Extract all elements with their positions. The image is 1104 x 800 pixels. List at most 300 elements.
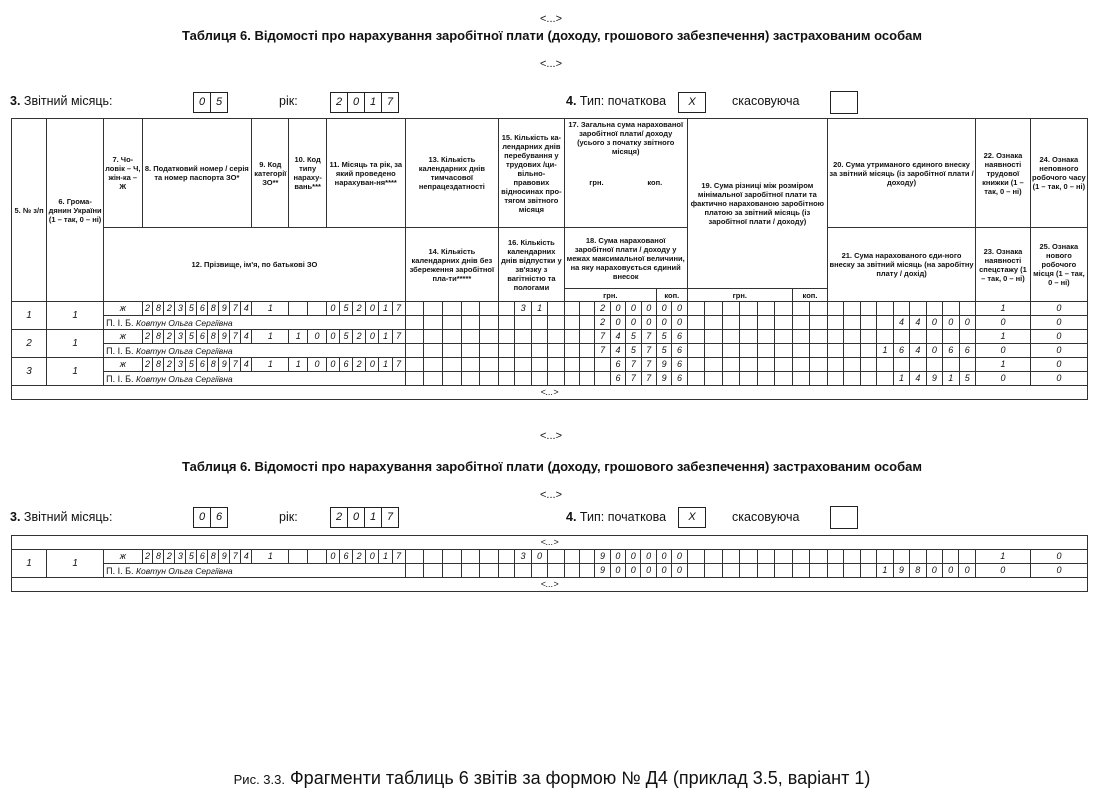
header-c9: 9. Код категорії ЗО** [252,119,289,228]
new-workplace-flag: 0 [1030,344,1087,358]
tax-number-digit: 6 [197,550,208,564]
digit-cell: 0 [193,507,210,528]
tax-number-digit: 4 [241,302,252,316]
accrued-contribution-digit [877,372,893,386]
work-book-flag: 1 [976,330,1031,344]
type-label-2: 4. Тип: початкова [566,510,667,524]
month-field-1 [193,92,228,113]
header-c14: 14. Кількість календарних днів без збереження заробітної пла-ти***** [405,228,498,302]
maternity-days-cell [498,316,514,330]
withheld-contribution-cell [926,358,942,372]
tax-number-digit: 9 [219,358,230,372]
capped-accrued-digit [580,316,595,330]
sick-days-cell [424,302,443,316]
min-wage-diff-cell [775,550,793,564]
min-wage-diff-cell [740,344,758,358]
digit-cell: 2 [330,507,347,528]
min-wage-diff-cell [705,344,723,358]
min-wage-diff-cell [722,330,740,344]
withheld-contribution-cell [844,358,860,372]
min-wage-diff-cell [705,550,723,564]
employment-days-digit [531,358,547,372]
withheld-contribution-cell [828,302,844,316]
header-c7: 7. Чо-ловік – Ч, жін-ка – Ж [104,119,142,228]
min-wage-diff-cell [810,564,828,578]
min-wage-diff-cell [722,372,740,386]
tax-number-digit: 8 [153,550,164,564]
part-time-flag: 0 [1030,550,1088,564]
citizen-flag: 1 [47,330,104,358]
accrued-contribution-digit: 4 [893,316,909,330]
capped-accrued-digit: 5 [626,344,641,358]
employment-days-cell [498,358,514,372]
withheld-contribution-cell [943,358,959,372]
new-workplace-flag: 0 [1030,372,1087,386]
full-name-cell [104,344,406,358]
total-accrued-digit [564,550,579,564]
month-year-digit: 5 [339,330,352,344]
withheld-contribution-cell [943,302,959,316]
min-wage-diff-cell [810,344,828,358]
accrual-type-digit: 0 [308,330,327,344]
month-year-digit: 2 [353,358,366,372]
unpaid-days-cell [443,372,462,386]
cancel-label-2: скасовуюча [732,510,800,524]
maternity-days-cell [531,344,547,358]
person-name: Ковтун Ольга Сергіївна [136,565,233,576]
accrued-contribution-digit: 0 [959,564,975,578]
header-c6: 6. Грома-дянин України (1 – так, 0 – ні) [47,119,104,302]
header-c19-kop: коп. [792,289,827,302]
withheld-contribution-cell [827,550,843,564]
accrual-type-digit [308,550,327,564]
withheld-contribution-cell [959,550,975,564]
employment-days-cell [548,330,564,344]
unpaid-days-cell [461,316,480,330]
employment-days-cell [498,550,514,564]
min-wage-diff-cell [740,550,758,564]
tax-number-digit: 8 [208,358,219,372]
sick-days-cell [443,302,462,316]
withheld-contribution-cell [828,330,844,344]
employment-days-digit: 3 [515,302,531,316]
accrued-contribution-digit [844,372,860,386]
sick-days-cell [405,330,424,344]
tax-number-digit: 7 [230,358,241,372]
sick-days-cell [405,358,424,372]
tax-number-digit: 2 [164,302,175,316]
min-wage-diff-cell [687,316,705,330]
employment-days-digit [515,358,531,372]
month-year-digit: 2 [353,550,366,564]
accrued-contribution-digit: 1 [877,564,893,578]
header-c21: 21. Сума нарахованого єди-ного внеску за звітний місяць (на заробітну плату / дохід) [828,228,976,302]
min-wage-diff-cell [757,372,775,386]
sick-days-cell [424,550,443,564]
withheld-contribution-cell [926,302,942,316]
withheld-contribution-cell [828,358,844,372]
new-workplace-flag: 0 [1030,316,1087,330]
ellipsis-1: <...> [539,58,563,70]
total-accrued-digit: 7 [641,358,656,372]
category-code: 1 [252,302,289,316]
month-year-digit: 6 [339,550,352,564]
min-wage-diff-cell [740,330,758,344]
tax-number-digit: 8 [208,330,219,344]
maternity-days-cell [548,564,564,578]
type-cancel-box-2 [830,506,858,529]
min-wage-diff-cell [705,358,723,372]
accrued-contribution-digit [844,564,860,578]
total-accrued-digit: 9 [595,550,610,564]
withheld-contribution-cell [893,302,909,316]
month-year-digit: 0 [366,358,379,372]
special-service-flag: 0 [976,372,1031,386]
capped-accrued-digit: 0 [656,316,671,330]
min-wage-diff-cell [775,564,793,578]
capped-accrued-digit: 0 [641,564,656,578]
min-wage-diff-cell [810,302,828,316]
min-wage-diff-cell [722,316,740,330]
employment-days-cell [498,302,514,316]
total-accrued-digit [580,302,595,316]
maternity-days-cell [515,344,531,358]
sick-days-cell [405,550,424,564]
tax-number-digit: 9 [219,330,230,344]
total-accrued-digit: 0 [656,302,671,316]
tax-number-digit: 2 [164,358,175,372]
digit-cell: 0 [193,92,210,113]
withheld-contribution-cell [877,330,893,344]
withheld-contribution-cell [860,330,876,344]
accrued-contribution-digit: 6 [943,344,959,358]
total-accrued-digit: 0 [610,302,625,316]
month-year-digit: 1 [379,330,392,344]
min-wage-diff-cell [757,344,775,358]
pib-label: П. І. Б. [106,373,137,384]
total-accrued-digit [564,330,579,344]
accrued-contribution-digit [860,372,876,386]
sick-days-cell [424,358,443,372]
row-number: 1 [12,550,47,578]
accrued-contribution-digit: 0 [926,344,942,358]
total-accrued-digit: 0 [641,302,656,316]
part-time-flag: 0 [1030,358,1087,372]
min-wage-diff-cell [757,302,775,316]
capped-accrued-digit [564,564,579,578]
employment-days-cell [548,358,564,372]
withheld-contribution-cell [893,358,909,372]
maternity-days-cell [548,372,564,386]
withheld-contribution-cell [877,358,893,372]
header-c5: 5. № з/п [12,119,47,302]
withheld-contribution-cell [910,358,926,372]
type-initial-box-2: Х [678,507,706,528]
header-c13: 13. Кількість календарних днів тимчасової непрацездатності [405,119,498,228]
accrued-contribution-digit: 0 [943,316,959,330]
header-c18: 18. Сума нарахованої заробітної плати / доходу у межах максимальної величини, на яку нараховується єдиний внесок [564,228,687,289]
capped-accrued-digit [564,316,579,330]
capped-accrued-digit: 0 [672,316,687,330]
withheld-contribution-cell [893,550,909,564]
min-wage-diff-cell [740,302,758,316]
row-number: 2 [12,330,47,358]
withheld-contribution-cell [877,550,893,564]
ellipsis-top: <...> [539,13,563,25]
digit-cell: 2 [330,92,347,113]
min-wage-diff-cell [775,316,793,330]
maternity-days-cell [548,316,564,330]
min-wage-diff-cell [810,372,828,386]
citizen-flag: 1 [47,302,104,330]
cancel-label-1: скасовуюча [732,94,800,108]
capped-accrued-digit: 9 [595,564,610,578]
table-row [12,550,1088,564]
tax-number-digit: 9 [219,550,230,564]
maternity-days-cell [498,372,514,386]
maternity-days-cell [515,372,531,386]
month-year-digit: 7 [392,330,405,344]
min-wage-diff-cell [792,358,810,372]
min-wage-diff-cell [740,316,758,330]
part-time-flag: 0 [1030,302,1087,316]
month-year-digit: 1 [379,358,392,372]
min-wage-diff-cell [792,550,810,564]
min-wage-diff-cell [687,344,705,358]
capped-accrued-digit: 7 [641,372,656,386]
unpaid-days-cell [443,344,462,358]
unpaid-days-cell [405,564,424,578]
digit-cell: 0 [347,92,364,113]
month-label-1: 3. Звітний місяць: [10,94,113,108]
tax-number-digit: 7 [230,302,241,316]
capped-accrued-digit: 6 [672,372,687,386]
total-accrued-digit: 6 [672,358,687,372]
citizen-flag: 1 [47,358,104,386]
new-workplace-flag: 0 [1030,564,1088,578]
capped-accrued-digit: 0 [626,564,641,578]
accrual-type-digit [289,302,308,316]
maternity-days-cell [531,316,547,330]
month-year-digit: 0 [366,302,379,316]
accrued-contribution-digit: 8 [910,564,926,578]
min-wage-diff-cell [722,550,740,564]
person-name: Ковтун Ольга Сергіївна [136,345,233,356]
unpaid-days-cell [442,564,461,578]
total-accrued-digit: 5 [656,330,671,344]
table-row [12,302,1088,316]
min-wage-diff-cell [705,564,723,578]
accrued-contribution-digit: 9 [893,564,909,578]
ellipsis-row [12,536,1088,550]
capped-accrued-digit: 6 [610,372,625,386]
min-wage-diff-cell [757,358,775,372]
tax-number-digit: 6 [197,330,208,344]
header-c20: 20. Сума утриманого єдиного внеску за звітний місяць (із заробітної плати / доходу) [828,119,976,228]
total-accrued-digit: 0 [610,550,625,564]
table-title-1: Таблиця 6. Відомості про нарахування заробітної плати (доходу, грошового забезпечення) застрахованим особам [182,28,922,43]
figure-caption: Рис. 3.3. Фрагменти таблиць 6 звітів за формою № Д4 (приклад 3.5, варіант 1) [233,768,871,788]
min-wage-diff-cell [722,564,740,578]
special-service-flag: 0 [976,344,1031,358]
withheld-contribution-cell [910,550,926,564]
unpaid-days-cell [405,372,424,386]
header-c10: 10. Код типу нараху-вань*** [289,119,326,228]
type-label-1: 4. Тип: початкова [566,94,667,108]
month-year-digit: 7 [392,550,405,564]
month-label-2: 3. Звітний місяць: [10,510,113,524]
sick-days-cell [461,358,480,372]
total-accrued-digit [580,330,595,344]
accrued-contribution-digit [860,316,876,330]
min-wage-diff-cell [775,330,793,344]
capped-accrued-digit: 0 [656,564,671,578]
withheld-contribution-cell [844,550,860,564]
full-name-cell [104,372,406,386]
pib-label: П. І. Б. [106,345,137,356]
withheld-contribution-cell [860,302,876,316]
min-wage-diff-cell [705,372,723,386]
min-wage-diff-cell [757,564,775,578]
table-title-2: Таблиця 6. Відомості про нарахування заробітної плати (доходу, грошового забезпечення) застрахованим особам [182,459,922,474]
tax-number-digit: 8 [208,302,219,316]
min-wage-diff-cell [740,372,758,386]
month-year-digit: 0 [326,302,339,316]
citizen-flag: 1 [47,550,104,578]
work-book-flag: 1 [976,302,1031,316]
tax-number-digit: 2 [164,330,175,344]
accrued-contribution-digit: 0 [959,316,976,330]
maternity-days-cell [515,316,531,330]
min-wage-diff-cell [775,344,793,358]
month-year-digit: 1 [379,550,392,564]
total-accrued-digit: 0 [672,302,687,316]
year-label-2: рік: [279,510,298,524]
capped-accrued-digit: 0 [626,316,641,330]
min-wage-diff-cell [687,372,705,386]
total-accrued-digit: 2 [595,302,610,316]
ellipsis-3: <...> [539,489,563,501]
type-cancel-box-1 [830,91,858,114]
tax-number-digit: 3 [175,550,186,564]
accrued-contribution-digit: 5 [959,372,976,386]
tax-number-digit: 7 [230,330,241,344]
tax-number-digit: 4 [241,550,252,564]
table-row [12,372,1088,386]
accrued-contribution-digit [827,564,843,578]
withheld-contribution-cell [926,550,942,564]
accrued-contribution-digit [828,372,844,386]
table-row [12,316,1088,330]
capped-accrued-digit: 0 [641,316,656,330]
withheld-contribution-cell [910,330,926,344]
capped-accrued-digit: 9 [656,372,671,386]
total-accrued-digit: 7 [626,358,641,372]
employment-days-digit [531,330,547,344]
header-c18-kop: коп. [656,289,687,302]
digit-cell: 7 [381,507,399,528]
total-accrued-digit: 0 [626,302,641,316]
min-wage-diff-cell [722,358,740,372]
withheld-contribution-cell [877,302,893,316]
unpaid-days-cell [424,344,443,358]
accrued-contribution-digit: 0 [926,316,942,330]
min-wage-diff-cell [687,358,705,372]
year-field-2 [330,507,399,528]
accrued-contribution-digit: 9 [926,372,942,386]
min-wage-diff-cell [757,330,775,344]
month-year-digit: 0 [326,330,339,344]
maternity-days-cell [498,564,514,578]
digit-cell: 5 [210,92,228,113]
header-c19-grn: грн. [687,289,792,302]
ellipsis-row [12,578,1088,592]
total-accrued-digit [580,550,595,564]
month-year-digit: 6 [339,358,352,372]
capped-accrued-digit: 7 [626,372,641,386]
accrued-contribution-digit [844,316,860,330]
special-service-flag: 0 [975,564,1030,578]
form-table-2 [11,535,1088,592]
month-year-digit: 2 [353,330,366,344]
min-wage-diff-cell [792,316,810,330]
person-name: Ковтун Ольга Сергіївна [136,373,233,384]
maternity-days-cell [531,564,547,578]
capped-accrued-digit: 5 [656,344,671,358]
capped-accrued-digit: 7 [595,344,610,358]
maternity-days-cell [531,372,547,386]
table-row [12,564,1088,578]
total-accrued-digit: 0 [672,550,687,564]
accrued-contribution-digit [860,344,876,358]
header-c25: 25. Ознака нового робочого місця (1 – так, 0 – ні) [1030,228,1087,302]
sick-days-cell [480,330,499,344]
special-service-flag: 0 [976,316,1031,330]
total-accrued-digit: 0 [626,550,641,564]
pib-label: П. І. Б. [106,317,137,328]
maternity-days-cell [515,564,531,578]
sex-cell: ж [104,550,142,564]
capped-accrued-digit: 0 [610,316,625,330]
unpaid-days-cell [424,316,443,330]
capped-accrued-digit: 6 [672,344,687,358]
header-c22: 22. Ознака наявності трудової книжки (1 – так, 0 – ні) [976,119,1031,228]
tax-number-digit: 3 [175,302,186,316]
header-c12: 12. Прізвище, ім'я, по батькові ЗО [104,228,406,302]
withheld-contribution-cell [959,302,976,316]
total-accrued-digit: 5 [626,330,641,344]
person-name: Ковтун Ольга Сергіївна [136,317,233,328]
min-wage-diff-cell [792,372,810,386]
withheld-contribution-cell [959,358,976,372]
sex-cell: ж [104,302,142,316]
year-label-1: рік: [279,94,298,108]
full-name-cell [104,316,406,330]
sick-days-cell [461,550,480,564]
maternity-days-cell [498,344,514,358]
min-wage-diff-cell [792,344,810,358]
accrued-contribution-digit: 6 [959,344,976,358]
min-wage-diff-cell [722,344,740,358]
category-code: 1 [252,358,289,372]
tax-number-digit: 2 [142,302,153,316]
tax-number-digit: 2 [142,358,153,372]
table-row [12,330,1088,344]
capped-accrued-digit [580,372,595,386]
accrued-contribution-digit: 1 [877,344,893,358]
sick-days-cell [442,550,461,564]
total-accrued-digit [595,358,610,372]
